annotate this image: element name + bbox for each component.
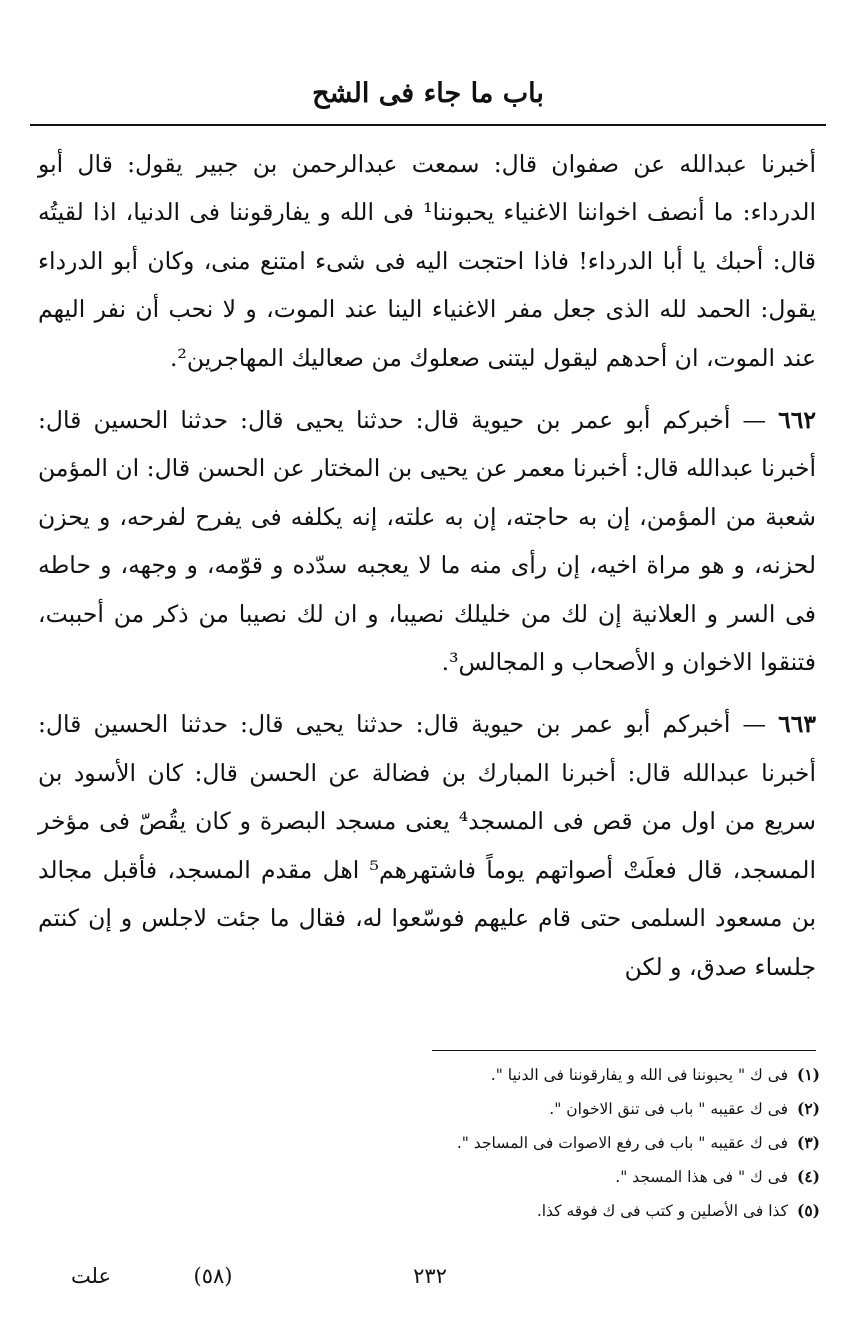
footnote-mark: (٢) [796,1099,820,1118]
running-head: باب ما جاء فى الشح [312,78,544,109]
paragraph-number: ٦٦٣ [778,710,816,739]
footnote [120,1126,820,1160]
main-text [38,140,816,991]
footnote-mark: (٤) [796,1167,820,1186]
footnote-text: فى ك " فى هذا المسجد ". [615,1168,789,1186]
paragraph-text: أخبركم أبو عمر بن حيوية قال: حدثنا يحيى قال: حدثنا الحسين قال: أخبرنا عبدالله قال: أخبرنا المبارك بن فضالة عن الحسن قال: كان الأسود بن سريع من اول من قص فى المسجد⁴ يعنى مسجد البصرة و كان يقُصّ فى مؤخر المسجد، قال فعلَتْ أصواتهم يوماً فاشتهرهم⁵ اهل مقدم المسجد، فأقبل مجالد بن مسعود السلمى حتى قام عليهم فوسّعوا له، فقال ما جئت لاجلس و إن كنتم جلساء صدق، و لكن [38,710,816,981]
footnote-text: فى ك " يحبوننا فى الله و يفارقوننا فى الدنيا ". [490,1066,789,1084]
manuscript-note: علت [70,1264,112,1288]
paragraph [38,396,816,686]
footnote [120,1194,820,1228]
signature-mark: (٥٨) [193,1264,233,1288]
header-rule [30,124,826,126]
footnote [120,1058,820,1092]
footnote-text: فى ك عقيبه " باب فى رفع الاصوات فى المساجد ". [456,1134,789,1152]
paragraph [38,700,816,990]
footnotes [120,1058,820,1228]
paragraph-text: أخبركم أبو عمر بن حيوية قال: حدثنا يحيى قال: حدثنا الحسين قال: أخبرنا عبدالله قال: أخبرنا معمر عن يحيى بن المختار عن الحسن قال: ان المؤمن شعبة من المؤمن، إن به حاجته، إن به علته، إنه يكلفه فى يفرح لفرحه، و يحزن لحزنه، و هو مراة اخيه، إن رأى منه ما لا يعجبه سدّده و قوّمه، و وجهه، و حاطه فى السر و العلانية إن لك من خليلك نصيبا، و ان لك نصيبا من ذكر من أحببت، فتنقوا الاخوان و الأصحاب و المجالس³. [38,406,816,677]
paragraph-dash: — [730,406,767,435]
footnote-mark: (٣) [796,1133,820,1152]
paragraph [38,140,816,382]
footnote-mark: (٥) [796,1201,820,1220]
paragraph-dash: — [730,710,767,739]
page-footer [0,1258,856,1294]
footnote [120,1092,820,1126]
footnote-text: فى ك عقيبه " باب فى تنق الاخوان ". [549,1100,789,1118]
footnote-rule [432,1050,816,1051]
footnote-text: كذا فى الأصلين و كتب فى ك فوقه كذا. [536,1202,789,1220]
page-number: ٢٣٢ [413,1264,447,1288]
paragraph-number: ٦٦٢ [778,406,816,435]
footnote-mark: (١) [796,1065,820,1084]
paragraph-text: أخبرنا عبدالله عن صفوان قال: سمعت عبدالرحمن بن جبير يقول: قال أبو الدرداء: ما أنصف اخواننا الاغنياء يحبوننا¹ فى الله و يفارقوننا فى الدنيا، اذا لقيتُه قال: أحبك يا أبا الدرداء! فاذا احتجت اليه فى شىء امتنع منى، وكان أبو الدرداء يقول: الحمد لله الذى جعل مفر الاغنياء الينا عند الموت، و لا نحب أن نفر اليهم عند الموت، ان أحدهم ليقول ليتنى صعلوك من صعاليك المهاجرين². [38,150,816,372]
footnote [120,1160,820,1194]
